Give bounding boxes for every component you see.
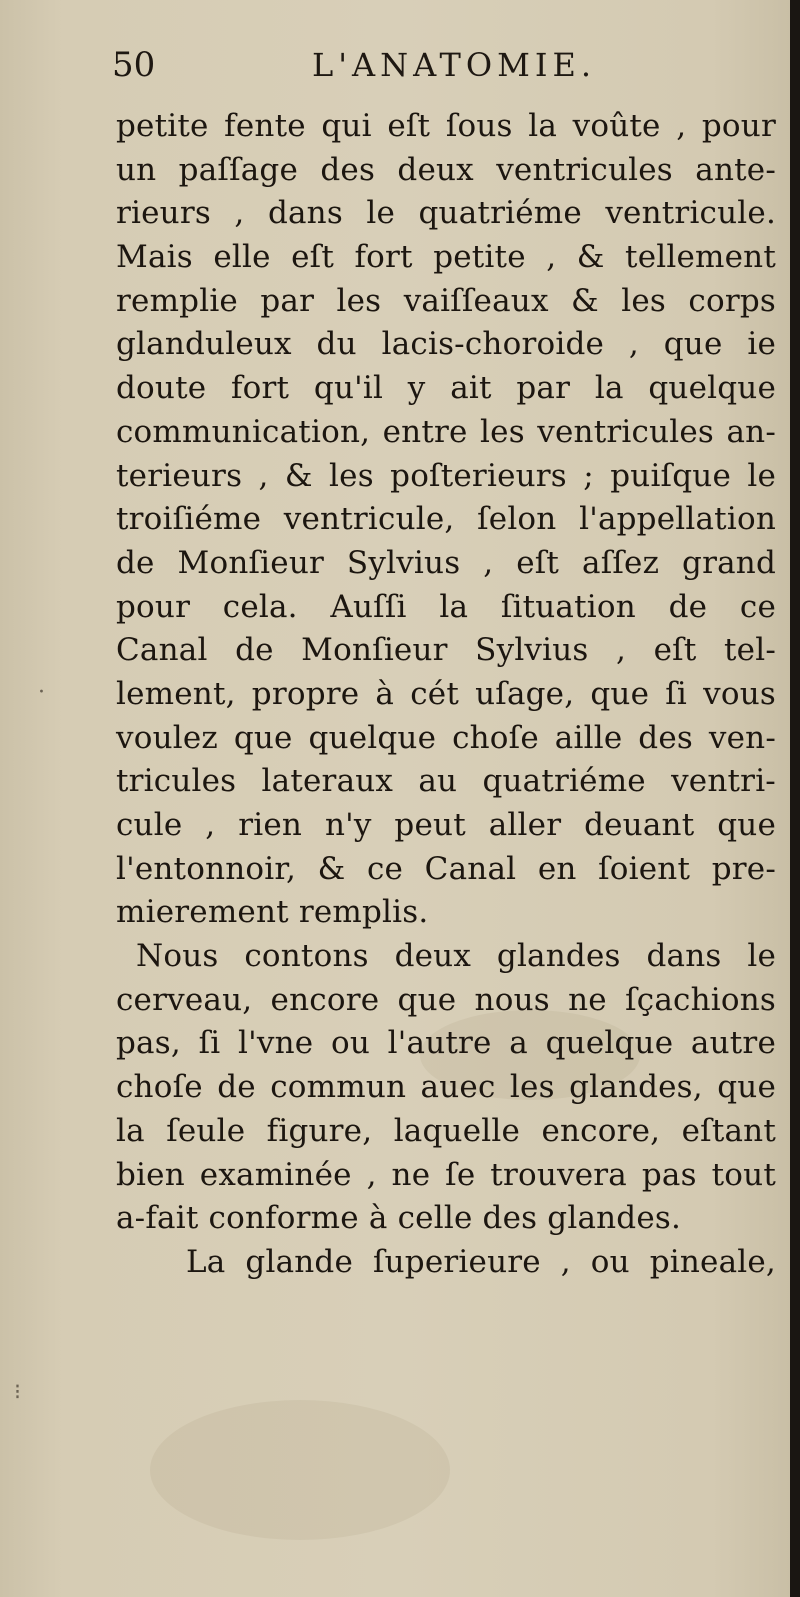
text-line: choſe de commun auec les glandes, que — [116, 1069, 776, 1106]
text-line: doute fort qu'il y ait par la quelque — [116, 370, 776, 407]
text-line: cule , rien n'y peut aller deuant que — [116, 807, 776, 843]
page-header — [112, 40, 612, 90]
text-line: lement, propre à cét uſage, que ſi vous — [116, 675, 776, 712]
margin-mark: ⁝ — [14, 1380, 21, 1405]
text-line: petite fente qui eſt ſous la voûte , pour — [116, 108, 776, 144]
text-line: terieurs , & les poſterieurs ; puiſque le — [116, 457, 776, 494]
body-text — [116, 105, 776, 1285]
text-line: cerveau, encore que nous ne ſçachions — [116, 981, 776, 1018]
paper-stain — [150, 1400, 450, 1540]
margin-mark: · — [38, 680, 45, 705]
text-line: Canal de Monſieur Sylvius , eſt tel- — [116, 632, 776, 669]
text-line: un paſſage des deux ventricules ante- — [116, 151, 776, 188]
text-line: l'entonnoir, & ce Canal en ſoient pre- — [116, 850, 776, 887]
text-line: communication, entre les ventricules an- — [116, 413, 776, 450]
page-number: 50 — [112, 45, 156, 85]
text-line: pour cela. Auſſi la ſituation de ce — [116, 588, 776, 625]
text-line: rieurs , dans le quatriéme ventricule. — [116, 195, 776, 232]
text-line: a-fait conforme à celle des glandes. — [116, 1200, 682, 1237]
text-line: troiſiéme ventricule, ſelon l'appellation — [116, 501, 776, 538]
text-line: de Monſieur Sylvius , eſt aſſez grand — [116, 544, 776, 581]
running-head: L'ANATOMIE. — [312, 46, 597, 84]
text-line: mierement remplis. — [116, 894, 429, 931]
text-line: Mais elle eſt fort petite , & tellement — [116, 239, 776, 276]
text-line: la ſeule figure, laquelle encore, eſtant — [116, 1112, 776, 1149]
text-line: tricules lateraux au quatriéme ventri- — [116, 763, 776, 800]
text-line: La glande ſuperieure , ou pineale, — [186, 1243, 776, 1280]
text-line: bien examinée , ne ſe trouvera pas tout — [116, 1156, 776, 1193]
text-line: remplie par les vaiſſeaux & les corps — [116, 282, 776, 319]
text-line: pas, ſi l'vne ou l'autre a quelque autre — [116, 1025, 776, 1062]
text-line: voulez que quelque choſe aille des ven- — [116, 719, 776, 756]
text-line: Nous contons deux glandes dans le — [136, 938, 776, 975]
text-line: glanduleux du lacis-choroide , que ie — [116, 326, 776, 363]
page-edge — [790, 0, 800, 1597]
